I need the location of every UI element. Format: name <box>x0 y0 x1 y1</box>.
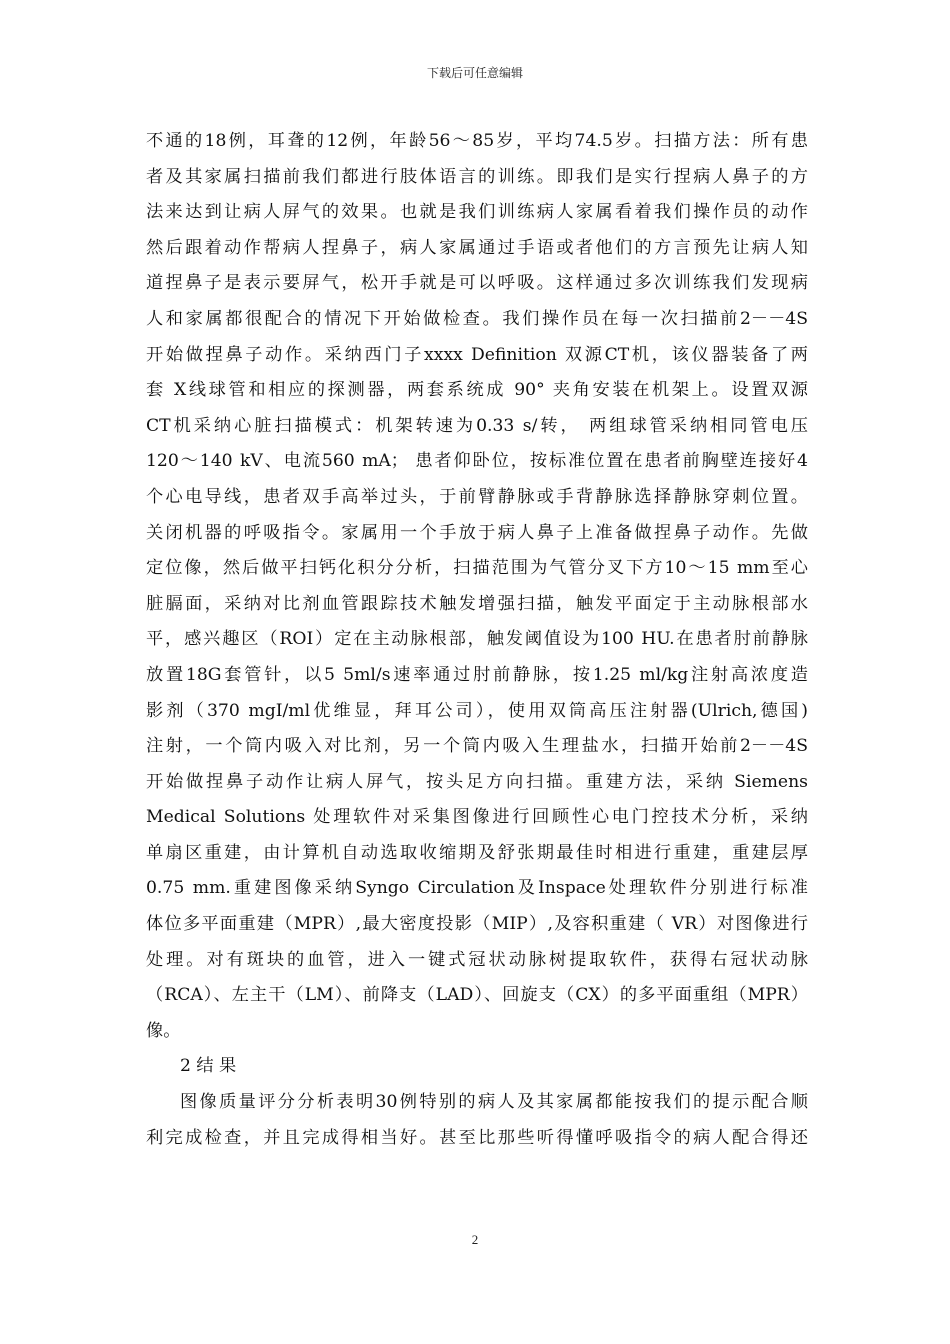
text-line: 个心电导线，患者双手高举过头，于前臂静脉或手背静脉选择静脉穿刺位置。 <box>146 486 808 507</box>
text-line: 体位多平面重建（MPR）,最大密度投影（MIP）,及容积重建（ VR）对图像进行 <box>146 914 808 935</box>
text-line: 影剂（370 mgI/ml优维显，拜耳公司），使用双筒高压注射器(Ulrich,德国) <box>146 700 808 721</box>
text-line: 平，感兴趣区（ROI）定在主动脉根部，触发阈值设为100 HU.在患者肘前静脉 <box>146 629 808 650</box>
text-line: 脏膈面，采纳对比剂血管跟踪技术触发增强扫描，触发平面定于主动脉根部水 <box>146 593 808 614</box>
page-header: 下载后可任意编辑 <box>426 66 523 80</box>
text-line: Medical Solutions 处理软件对采集图像进行回顾性心电门控技术分析，采纳 <box>146 807 808 828</box>
text-line: 单扇区重建，由计算机自动选取收缩期及舒张期最佳时相进行重建，重建层厚 <box>146 842 808 863</box>
text-line: 然后跟着动作帮病人捏鼻子，病人家属通过手语或者他们的方言预先让病人知 <box>146 237 808 258</box>
text-line: 放置18G套管针，以5 5ml/s速率通过肘前静脉，按1.25 ml/kg注射高浓度造 <box>146 664 808 685</box>
text-line: 定位像，然后做平扫钙化积分分析，扫描范围为气管分叉下方10～15 mm至心 <box>146 558 808 579</box>
text-line: 图像质量评分分析表明30例特别的病人及其家属都能按我们的提示配合顺 <box>180 1092 808 1113</box>
text-line: 套 X线球管和相应的探测器，两套系统成 90° 夹角安装在机架上。设置双源 <box>146 380 808 401</box>
text-line: 者及其家属扫描前我们都进行肢体语言的训练。即我们是实行捏病人鼻子的方 <box>146 166 808 187</box>
text-line: 法来达到让病人屏气的效果。也就是我们训练病人家属看着我们操作员的动作 <box>146 202 808 223</box>
text-line: 处理。对有斑块的血管，进入一键式冠状动脉树提取软件，获得右冠状动脉 <box>146 949 808 970</box>
text-line: 利完成检查，并且完成得相当好。甚至比那些听得懂呼吸指令的病人配合得还 <box>146 1127 808 1148</box>
paragraph-results <box>146 1085 808 1156</box>
text-line: 人和家属都很配合的情况下开始做检查。我们操作员在每一次扫描前2－－4S <box>146 308 808 329</box>
text-line: 不通的18例，耳聋的12例，年龄56～85岁，平均74.5岁。扫描方法：所有患 <box>146 131 808 151</box>
text-line: 开始做捏鼻子动作。采纳西门子xxxx Definition 双源CT机，该仪器装备了两 <box>146 344 808 365</box>
text-line: 关闭机器的呼吸指令。家属用一个手放于病人鼻子上准备做捏鼻子动作。先做 <box>146 522 808 543</box>
text-line: 0.75 mm.重建图像采纳Syngo Circulation及Inspace处理软件分别进行标准 <box>146 878 808 899</box>
paragraph-methods <box>146 124 808 1049</box>
text-line: 开始做捏鼻子动作让病人屏气，按头足方向扫描。重建方法，采纳 Siemens <box>146 771 808 792</box>
page-number: 2 <box>471 1232 479 1247</box>
text-line: 道捏鼻子是表示要屏气，松开手就是可以呼吸。这样通过多次训练我们发现病 <box>146 273 808 294</box>
text-line: 120～140 kV、电流560 mA； 患者仰卧位，按标准位置在患者前胸壁连接好4 <box>146 451 808 472</box>
text-line: 像。 <box>146 1020 181 1041</box>
text-line: 注射，一个筒内吸入对比剂，另一个筒内吸入生理盐水，扫描开始前2－－4S <box>146 736 808 757</box>
text-line: （RCA）、左主干（LM）、前降支（LAD）、回旋支（CX）的多平面重组（MPR） <box>146 985 808 1006</box>
section-heading-results: 2 结 果 <box>180 1056 237 1077</box>
text-line: CT机采纳心脏扫描模式：机架转速为0.33 s/转， 两组球管采纳相同管电压 <box>146 415 808 436</box>
document-body <box>146 124 808 1156</box>
